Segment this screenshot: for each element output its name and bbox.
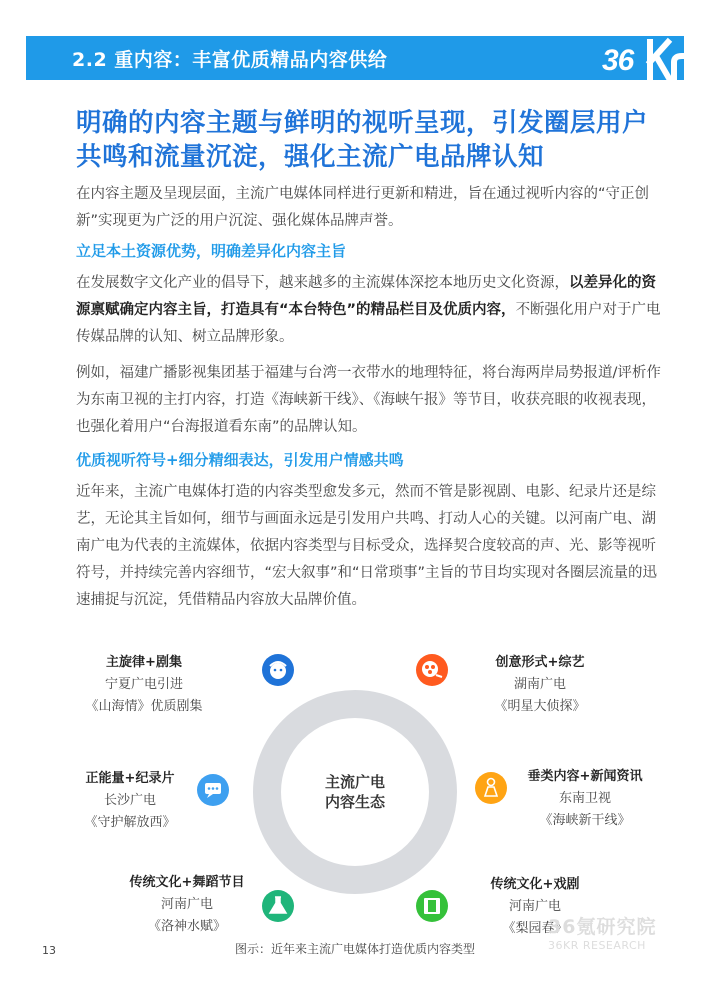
person-icon <box>475 772 507 804</box>
section1-paragraph1: 在发展数字文化产业的倡导下，越来越多的主流媒体深挖本地历史文化资源，以差异化的资源禀赋确定内容主旨，打造具有“本台特色”的精品栏目及优质内容，不断强化用户对于广电传媒品牌的认知、树立品牌形象。 <box>76 275 661 345</box>
flask-icon <box>262 890 294 922</box>
36kr-logo <box>600 34 690 82</box>
film-reel-icon <box>416 654 448 686</box>
figure-caption: 图示：近年来主流广电媒体打造优质内容类型 <box>234 942 475 956</box>
intro-paragraph: 在内容主题及呈现层面，主流广电媒体同样进行更新和精进，旨在通过视听内容的“守正创新”实现更为广泛的用户沉淀、强化媒体品牌声誉。 <box>76 186 650 229</box>
section1-paragraph2: 例如，福建广播影视集团基于福建与台湾一衣带水的地理特征，将台海两岸局势报道/评析作为东南卫视的主打内容，打造《海峡新干线》、《海峡午报》等节目，收获亮眼的收视表现，也强化着用户“台海报道看东南”的品牌认知。 <box>76 365 661 435</box>
node-traditional-dance: 传统文化+舞蹈节目 河南广电 《洛神水赋》 <box>129 875 245 934</box>
ecosystem-center-label: 主流广电 内容生态 <box>324 773 385 811</box>
section1-heading: 立足本土资源优势，明确差异化内容主旨 <box>76 242 347 260</box>
node-main-melody-drama: 主旋律+剧集 宁夏广电引进 《山海情》优质剧集 <box>85 655 203 714</box>
main-title: 明确的内容主题与鲜明的视听呈现，引发圈层用户共鸣和流量沉淀，强化主流广电品牌认知 <box>76 108 649 172</box>
section-title: 2.2 重内容：丰富优质精品内容供给 <box>72 49 388 71</box>
section2-heading: 优质视听符号+细分精细表达，引发用户情感共鸣 <box>76 451 404 469</box>
svg-text:36: 36 <box>602 44 634 77</box>
36kr-research-watermark: 36氪研究院 36KR RESEARCH <box>548 916 657 952</box>
page-number: 13 <box>42 944 56 957</box>
film-strip-icon <box>416 890 448 922</box>
node-positive-documentary: 正能量+纪录片 长沙广电 《守护解放西》 <box>84 771 176 830</box>
node-creative-variety: 创意形式+综艺 湖南广电 《明星大侦探》 <box>494 655 586 714</box>
chat-bubble-icon <box>197 774 229 806</box>
baby-face-icon <box>262 654 294 686</box>
node-traditional-opera: 传统文化+戏剧 河南广电 《梨园春》 <box>490 877 580 936</box>
node-vertical-news: 垂类内容+新闻资讯 东南卫视 《海峡新干线》 <box>527 769 643 828</box>
section2-paragraph: 近年来，主流广电媒体打造的内容类型愈发多元，然而不管是影视剧、电影、纪录片还是综艺，无论其主旨如何，细节与画面永远是引发用户共鸣、打动人心的关键。以河南广电、湖南广电为代表的主流媒体，依据内容类型与目标受众，选择契合度较高的声、光、影等视听符号，并持续完善内容细节，“宏大叙事”和“日常琐事”主旨的节目均实现对各圈层流量的迅速捕捉与沉淀，凭借精品内容放大品牌价值。 <box>76 484 658 608</box>
